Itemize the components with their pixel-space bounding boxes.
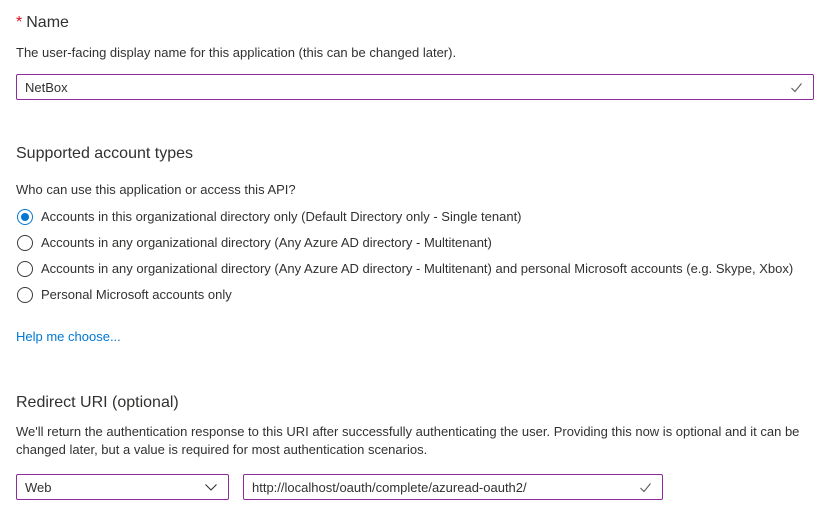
redirect-uri-title: Redirect URI (optional)	[16, 394, 179, 411]
radio-button-icon[interactable]	[17, 209, 33, 225]
radio-button-icon[interactable]	[17, 287, 33, 303]
redirect-uri-description: We'll return the authentication response to this URI after successfully authenticating the user. Providing this now is optional and it can be changed later, but a value is required for most authentication scenarios.	[16, 424, 800, 457]
account-types-section	[16, 143, 814, 346]
redirect-uri-controls	[16, 474, 814, 500]
app-registration-form	[16, 12, 814, 500]
valid-check-icon	[789, 80, 804, 95]
chevron-down-icon	[204, 480, 218, 494]
name-input[interactable]	[17, 75, 789, 99]
valid-check-icon	[638, 480, 653, 495]
radio-label: Personal Microsoft accounts only	[41, 287, 232, 302]
help-me-choose-link[interactable]: Help me choose...	[16, 329, 121, 344]
account-type-option-multitenant-personal[interactable]	[16, 256, 814, 282]
account-type-option-multitenant[interactable]	[16, 230, 814, 256]
platform-select-value: Web	[25, 479, 52, 495]
radio-dot	[21, 265, 29, 273]
account-types-question: Who can use this application or access this API?	[16, 182, 296, 197]
account-types-radio-group	[16, 204, 814, 308]
account-type-option-personal-only[interactable]	[16, 282, 814, 308]
radio-label: Accounts in this organizational directory only (Default Directory only - Single tenant)	[41, 209, 522, 224]
radio-label: Accounts in any organizational directory (Any Azure AD directory - Multitenant)	[41, 235, 492, 250]
radio-button-icon[interactable]	[17, 261, 33, 277]
name-section-title	[16, 12, 814, 33]
name-description: The user-facing display name for this application (this can be changed later).	[16, 45, 457, 60]
account-type-option-single-tenant[interactable]	[16, 204, 814, 230]
radio-button-icon[interactable]	[17, 235, 33, 251]
radio-label: Accounts in any organizational directory (Any Azure AD directory - Multitenant) and personal Microsoft accounts (e.g. Skype, Xbox)	[41, 261, 794, 276]
radio-dot	[21, 239, 29, 247]
platform-select[interactable]	[16, 474, 229, 500]
redirect-uri-input[interactable]	[244, 475, 638, 499]
redirect-uri-section	[16, 392, 814, 500]
account-types-title: Supported account types	[16, 145, 194, 162]
radio-dot	[21, 213, 29, 221]
name-section	[16, 12, 814, 100]
radio-dot	[21, 291, 29, 299]
redirect-uri-input-container	[243, 474, 663, 500]
name-label: Name	[26, 14, 69, 31]
name-input-container	[16, 74, 814, 100]
required-asterisk: *	[16, 14, 23, 31]
